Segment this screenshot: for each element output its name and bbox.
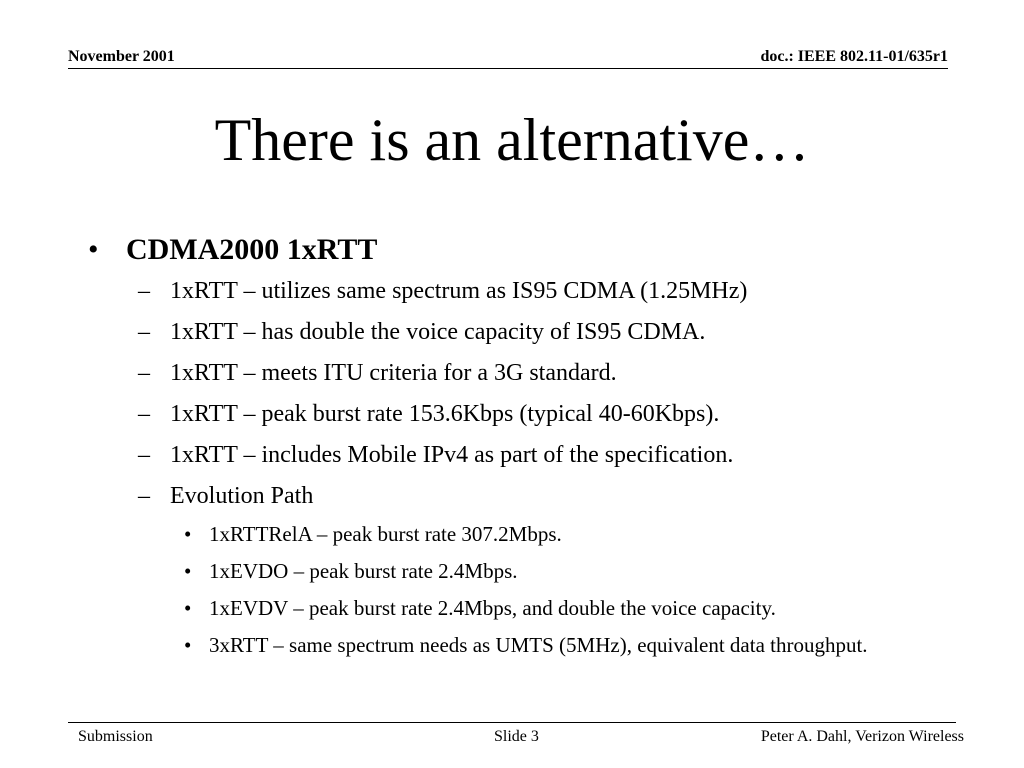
dash-marker: –	[138, 278, 150, 304]
evolution-item-evdo	[88, 556, 948, 586]
sub-bullet-mobile-ipv4	[88, 440, 948, 470]
sub-bullet-peak-rate	[88, 399, 948, 429]
bullet-text: CDMA2000 1xRTT	[126, 233, 378, 266]
bullet-marker: •	[184, 596, 192, 620]
sub-bullet-voice-capacity	[88, 317, 948, 347]
slide-number: Slide 3	[494, 728, 539, 745]
bullet-marker: •	[184, 559, 192, 583]
sub-bullet-text: 1xRTT – utilizes same spectrum as IS95 CDMA (1.25MHz)	[170, 278, 748, 304]
sub-bullet-text: 1xRTT – peak burst rate 153.6Kbps (typical 40-60Kbps).	[170, 401, 720, 427]
header-divider	[68, 68, 948, 69]
bullet-cdma2000	[88, 228, 948, 272]
evolution-item-3xrtt	[88, 630, 948, 660]
sub-bullet-text: Evolution Path	[170, 483, 314, 509]
sub-bullet-text: 1xRTT – meets ITU criteria for a 3G standard.	[170, 360, 617, 386]
evolution-item-relA	[88, 519, 948, 549]
slide-title: There is an alternative…	[214, 107, 810, 173]
footer-author: Peter A. Dahl, Verizon Wireless	[760, 728, 964, 745]
evolution-item-text: 1xEVDV – peak burst rate 2.4Mbps, and double the voice capacity.	[209, 596, 776, 620]
sub-bullet-text: 1xRTT – includes Mobile IPv4 as part of the specification.	[170, 442, 734, 468]
evolution-item-text: 1xRTTRelA – peak burst rate 307.2Mbps.	[209, 522, 562, 546]
dash-marker: –	[138, 442, 150, 468]
dash-marker: –	[138, 401, 150, 427]
bullet-marker: •	[184, 633, 192, 657]
bullet-marker: •	[88, 233, 99, 266]
header-date: November 2001	[68, 48, 175, 65]
slide-body	[88, 228, 948, 660]
footer-submission: Submission	[78, 728, 153, 745]
sub-bullet-itu-criteria	[88, 358, 948, 388]
sub-bullet-evolution-path	[88, 481, 948, 511]
dash-marker: –	[138, 360, 150, 386]
evolution-item-text: 1xEVDO – peak burst rate 2.4Mbps.	[209, 559, 518, 583]
dash-marker: –	[138, 483, 150, 509]
sub-bullet-text: 1xRTT – has double the voice capacity of IS95 CDMA.	[170, 319, 706, 345]
dash-marker: –	[138, 319, 150, 345]
header-doc-id: doc.: IEEE 802.11-01/635r1	[760, 48, 948, 65]
evolution-item-text: 3xRTT – same spectrum needs as UMTS (5MHz), equivalent data throughput.	[209, 633, 868, 657]
sub-bullet-spectrum	[88, 276, 948, 306]
bullet-marker: •	[184, 522, 192, 546]
footer-divider	[68, 722, 956, 723]
evolution-item-evdv	[88, 593, 948, 623]
